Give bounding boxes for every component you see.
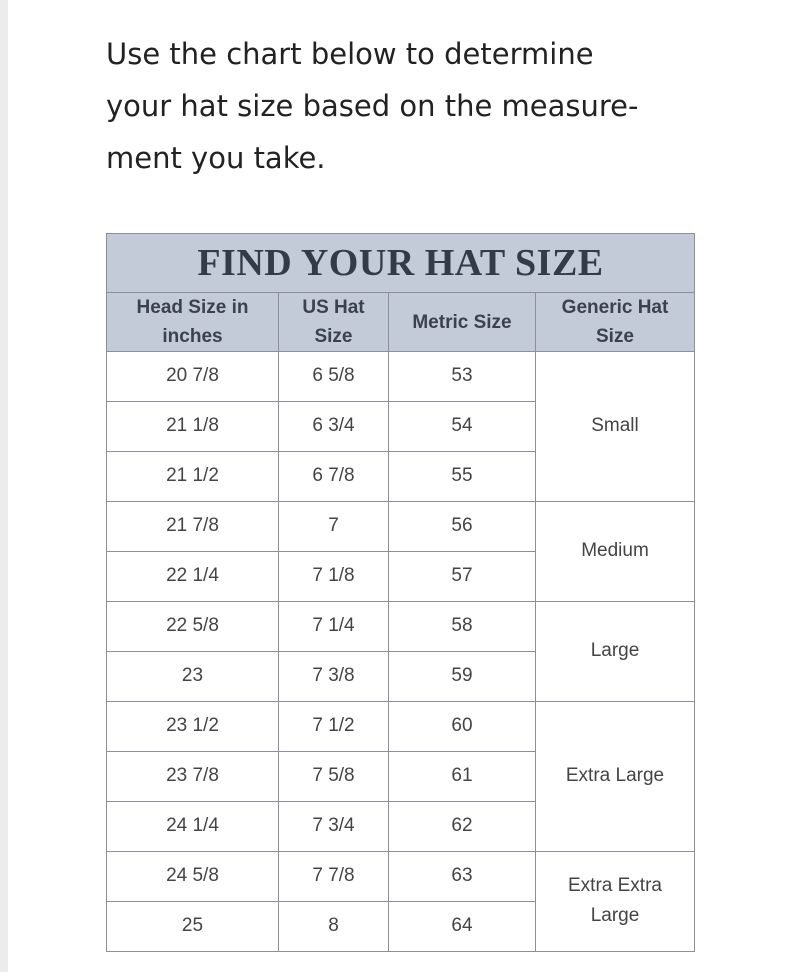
us-size-cell: 7 1/4 (279, 602, 389, 652)
table-row (107, 502, 695, 552)
table-row (107, 352, 695, 402)
metric-size-cell: 64 (389, 902, 536, 952)
metric-size-cell: 54 (389, 402, 536, 452)
generic-size-cell-extra-extra-large: Extra Extra Large (536, 852, 695, 952)
intro-paragraph (106, 28, 706, 184)
head-size-cell: 24 5/8 (107, 852, 279, 902)
metric-size-cell: 62 (389, 802, 536, 852)
head-size-cell: 24 1/4 (107, 802, 279, 852)
us-size-cell: 7 3/4 (279, 802, 389, 852)
us-size-cell: 7 1/2 (279, 702, 389, 752)
metric-size-cell: 58 (389, 602, 536, 652)
intro-line: ment you take. (106, 141, 326, 175)
metric-size-cell: 61 (389, 752, 536, 802)
head-size-cell: 21 1/2 (107, 452, 279, 502)
metric-size-cell: 55 (389, 452, 536, 502)
head-size-cell: 22 5/8 (107, 602, 279, 652)
generic-size-cell-large: Large (536, 602, 695, 702)
intro-line: Use the chart below to determine (106, 37, 594, 71)
us-size-cell: 7 1/8 (279, 552, 389, 602)
us-size-cell: 7 3/8 (279, 652, 389, 702)
metric-size-cell: 60 (389, 702, 536, 752)
us-size-cell: 7 (279, 502, 389, 552)
us-size-cell: 7 7/8 (279, 852, 389, 902)
head-size-cell: 22 1/4 (107, 552, 279, 602)
generic-size-cell-extra-large: Extra Large (536, 702, 695, 852)
head-size-cell: 25 (107, 902, 279, 952)
head-size-cell: 21 7/8 (107, 502, 279, 552)
table-row (107, 702, 695, 752)
metric-size-cell: 57 (389, 552, 536, 602)
intro-line: your hat size based on the measure- (106, 89, 639, 123)
metric-size-cell: 63 (389, 852, 536, 902)
column-header-metric-size: Metric Size (389, 293, 536, 352)
head-size-cell: 21 1/8 (107, 402, 279, 452)
page-edge (0, 0, 8, 972)
table-row (107, 852, 695, 902)
us-size-cell: 6 5/8 (279, 352, 389, 402)
table-row (107, 602, 695, 652)
head-size-cell: 23 1/2 (107, 702, 279, 752)
us-size-cell: 7 5/8 (279, 752, 389, 802)
metric-size-cell: 59 (389, 652, 536, 702)
generic-size-cell-medium: Medium (536, 502, 695, 602)
head-size-cell: 20 7/8 (107, 352, 279, 402)
us-size-cell: 6 3/4 (279, 402, 389, 452)
generic-size-cell-small: Small (536, 352, 695, 502)
us-size-cell: 6 7/8 (279, 452, 389, 502)
metric-size-cell: 56 (389, 502, 536, 552)
hat-size-table (106, 233, 695, 952)
head-size-cell: 23 (107, 652, 279, 702)
us-size-cell: 8 (279, 902, 389, 952)
table-title: FIND YOUR HAT SIZE (107, 234, 695, 293)
head-size-cell: 23 7/8 (107, 752, 279, 802)
column-header-generic-size: Generic Hat Size (536, 293, 695, 352)
column-header-us-hat-size: US Hat Size (279, 293, 389, 352)
metric-size-cell: 53 (389, 352, 536, 402)
column-header-head-size: Head Size in inches (107, 293, 279, 352)
